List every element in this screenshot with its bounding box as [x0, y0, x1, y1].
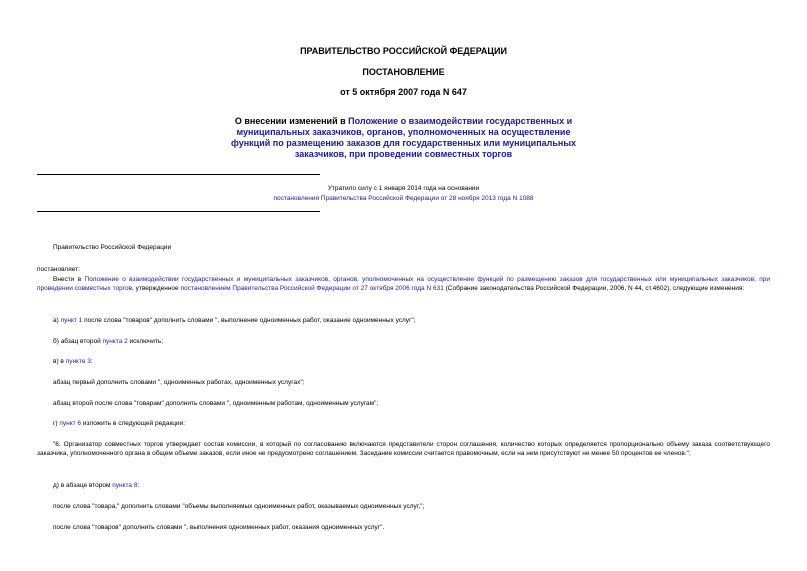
date-number: от 5 октября 2007 года N 647	[340, 87, 467, 97]
point-8-link[interactable]: пункта 8	[112, 482, 138, 489]
item-b-text: исключить;	[127, 338, 164, 345]
point-6-link[interactable]: пункт 6	[59, 420, 82, 427]
item-v-2: абзац второй после слова "товарам" дополнить словами ", одноименным работам, одноименным услугам";	[53, 400, 379, 407]
item-g-prefix: г)	[53, 420, 60, 427]
government-heading: ПРАВИТЕЛЬСТВО РОССИЙСКОЙ ФЕДЕРАЦИИ	[300, 46, 507, 56]
item-d-2: после слова "товаров" дополнить словами ", выполнения одноименных работ, оказания одноименных услуг".	[53, 524, 385, 531]
item-d	[37, 481, 770, 490]
item-g	[37, 419, 770, 428]
item-v-1: абзац первый дополнить словами ", одноименных работах, одноименных услугах";	[53, 379, 305, 386]
item-b-prefix: б) абзац второй	[53, 338, 103, 345]
paragraph-government: Правительство Российской Федерации	[53, 244, 172, 251]
repeal-decree-link[interactable]: постановления Правительства Российской Федерации от 28 ноября 2013 года N 1088	[273, 195, 534, 202]
document-title	[230, 116, 577, 160]
item-a-text: после слова "товаров" дополнить словами ", выполнение одноименных работ, оказание одноименных услуг";	[82, 317, 416, 324]
quoted-point-6: "6. Организатор совместных торгов утверждает состав комиссии, в который по согласованию включаются представители сторон соглашения, количество которых определяется пропорционально объему заказа соответствующего заказчика, уполномоченного органа в общем объеме заказов, если иное не предусмотрено соглашением. Заседание комиссии считается правомочным, если на нем присутствуют не менее 50 процентов ее членов.";	[37, 441, 770, 457]
p3-text-b: , утвержденное	[132, 285, 181, 292]
document-type: ПОСТАНОВЛЕНИЕ	[362, 67, 445, 77]
item-g-text: изложить в следующей редакции:	[81, 420, 186, 427]
divider-bottom	[37, 211, 320, 212]
point-2-link[interactable]: пункта 2	[102, 338, 128, 345]
item-a	[37, 316, 770, 325]
item-b	[37, 337, 770, 346]
status-note-line2	[0, 194, 807, 203]
title-prefix: О внесении изменений в	[234, 116, 349, 126]
p3-text-c: (Собрание законодательства Российской Федерации, 2006, N 44, ст.4602), следующие изменения:	[443, 285, 745, 292]
item-v-text: :	[90, 358, 93, 365]
paragraph-amendments	[37, 275, 770, 293]
divider-top	[37, 174, 320, 175]
point-1-link[interactable]: пункт 1	[60, 317, 83, 324]
paragraph-resolves: постановляет:	[37, 266, 80, 273]
item-v	[37, 357, 770, 366]
item-d-text: :	[137, 482, 140, 489]
point-3-link[interactable]: пункте 3	[65, 358, 91, 365]
item-v-prefix: в) в	[53, 358, 66, 365]
regulation-link[interactable]: Положение о взаимодействии государственных и муниципальных заказчиков, органов, уполномоченных на осуществление функций по размещению заказов для государственных или муниципальных заказчиков, при проведении совместных торгов	[37, 276, 771, 292]
title-regulation-link[interactable]: Положение о взаимодействии государственных и муниципальных заказчиков, органов, уполномоченных на осуществление функций по размещению заказов для государственных или муниципальных заказчиков, при проведении совместных торгов	[230, 116, 577, 159]
item-d-prefix: д) в абзаце втором	[53, 482, 113, 489]
decree-631-link[interactable]: постановлением Правительства Российской Федерации от 27 октября 2006 года N 631	[180, 285, 444, 292]
p3-text-a: Внести в	[53, 276, 85, 283]
status-note-line1: Утратило силу с 1 января 2014 года на основании	[327, 185, 480, 192]
item-a-prefix: а)	[53, 317, 61, 324]
item-d-1: после слова "товара," дополнить словами "объемы выполняемых одноименных работ, оказываемых одноименных услуг,";	[53, 503, 425, 510]
